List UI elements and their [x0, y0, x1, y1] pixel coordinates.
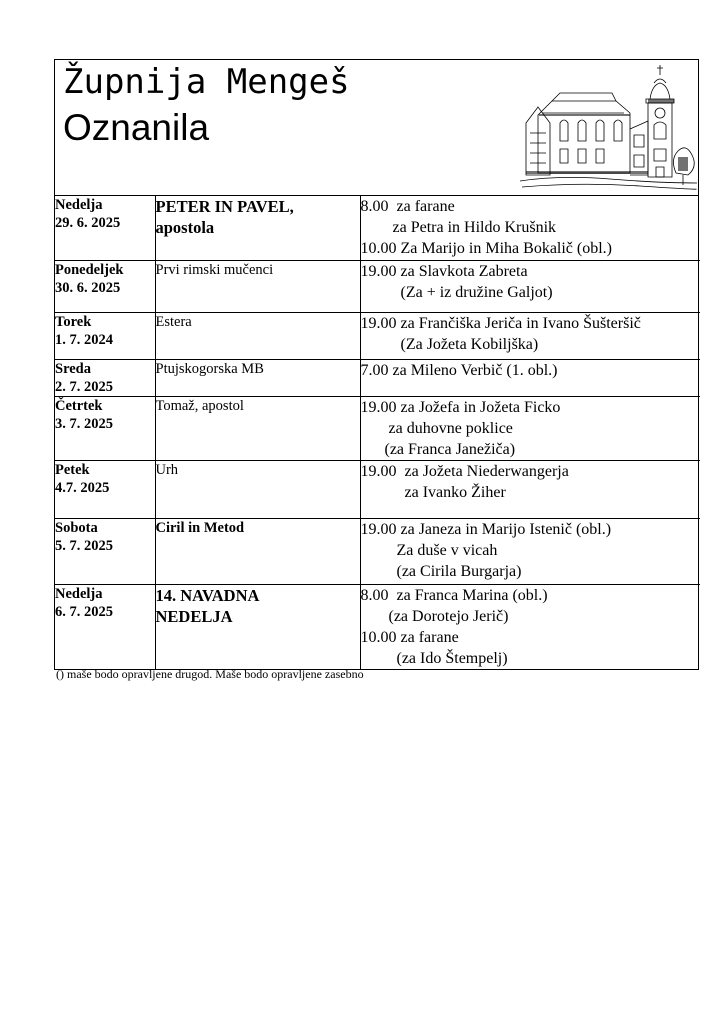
feast-line: Prvi rimski mučenci	[155, 261, 274, 278]
day-name: Sobota	[55, 519, 98, 536]
day-name: Nedelja	[55, 585, 103, 602]
day-cell	[55, 260, 155, 312]
header	[55, 60, 698, 196]
schedule-row	[55, 584, 700, 669]
parish-title: Župnija Mengeš	[63, 62, 350, 102]
mass-intentions-cell	[360, 196, 700, 260]
mass-intention: 8.00 za farane	[360, 198, 455, 215]
mass-intention: 19.00 za Slavkota Zabreta	[360, 262, 528, 280]
church-illustration	[520, 63, 697, 191]
mass-intention: za Ivanko Žiher	[360, 483, 506, 501]
schedule-row	[55, 359, 700, 396]
feast-line: Estera	[155, 313, 192, 330]
mass-intention: (za Franca Janežiča)	[360, 440, 516, 458]
day-date: 30. 6. 2025	[55, 279, 121, 296]
day-date: 3. 7. 2025	[55, 415, 113, 432]
mass-intention: (Za Jožeta Kobiljška)	[360, 335, 539, 353]
mass-intentions-cell	[360, 312, 700, 359]
schedule-row	[55, 196, 700, 260]
day-name: Ponedeljek	[55, 261, 124, 278]
mass-intention: 8.00 za Franca Marina (obl.)	[360, 586, 548, 604]
feast-line: PETER IN PAVEL,	[155, 197, 294, 216]
day-cell	[55, 584, 155, 669]
mass-intention: za duhovne poklice	[360, 419, 513, 437]
mass-intention: 19.00 za Jožeta Niederwangerja	[360, 462, 569, 480]
feast-line: Urh	[155, 461, 179, 478]
day-name: Petek	[55, 461, 90, 478]
mass-intentions-cell	[360, 584, 700, 669]
mass-intention: 10.00 za farane	[360, 628, 459, 646]
day-date: 5. 7. 2025	[55, 537, 113, 554]
mass-intention: za Petra in Hildo Krušnik	[360, 219, 557, 236]
mass-intention: 19.00 za Frančiška Jeriča in Ivano Šušteršič	[360, 314, 641, 332]
mass-intentions-cell	[360, 359, 700, 396]
feast-cell	[155, 584, 360, 669]
mass-intention: (za Cirila Burgarja)	[360, 562, 522, 580]
mass-intention: (za Ido Štempelj)	[360, 649, 508, 667]
day-cell	[55, 396, 155, 460]
day-name: Četrtek	[55, 397, 103, 414]
feast-line: Ptujskogorska MB	[155, 360, 264, 377]
day-date: 29. 6. 2025	[55, 215, 121, 231]
day-cell	[55, 460, 155, 518]
mass-intentions-cell	[360, 260, 700, 312]
feast-line: Ciril in Metod	[155, 519, 245, 536]
day-cell	[55, 196, 155, 260]
feast-line: NEDELJA	[155, 606, 233, 626]
mass-intention: (Za + iz družine Galjot)	[360, 283, 553, 301]
feast-line: 14. NAVADNA	[155, 585, 260, 605]
day-cell	[55, 359, 155, 396]
feast-line: apostola	[155, 218, 215, 237]
day-date: 6. 7. 2025	[55, 603, 113, 620]
feast-cell	[155, 260, 360, 312]
schedule-row	[55, 460, 700, 518]
schedule-row	[55, 260, 700, 312]
announcement-sheet	[54, 59, 699, 670]
footnote: () maše bodo opravljene drugod. Maše bodo opravljene zasebno	[56, 667, 364, 681]
day-date: 4.7. 2025	[55, 479, 110, 496]
feast-cell	[155, 396, 360, 460]
mass-intentions-cell	[360, 518, 700, 584]
day-name: Sreda	[55, 360, 91, 377]
schedule-table	[55, 196, 700, 669]
mass-intention: 19.00 za Janeza in Marijo Istenič (obl.)	[360, 520, 612, 538]
schedule-row	[55, 518, 700, 584]
mass-intentions-cell	[360, 460, 700, 518]
day-cell	[55, 518, 155, 584]
document-title: Oznanila	[63, 107, 210, 148]
feast-cell	[155, 312, 360, 359]
schedule-row	[55, 396, 700, 460]
feast-cell	[155, 196, 360, 260]
mass-intention: 10.00 Za Marijo in Miha Bokalič (obl.)	[360, 240, 613, 257]
feast-cell	[155, 518, 360, 584]
mass-intention: Za duše v vicah	[360, 541, 498, 559]
feast-cell	[155, 359, 360, 396]
day-name: Torek	[55, 313, 92, 330]
schedule-row	[55, 312, 700, 359]
day-cell	[55, 312, 155, 359]
feast-line: Tomaž, apostol	[155, 397, 244, 414]
day-name: Nedelja	[55, 197, 103, 213]
mass-intentions-cell	[360, 396, 700, 460]
mass-intention: 19.00 za Jožefa in Jožeta Ficko	[360, 398, 561, 416]
mass-intention: 7.00 za Mileno Verbič (1. obl.)	[360, 361, 558, 379]
day-date: 1. 7. 2024	[55, 331, 113, 348]
feast-cell	[155, 460, 360, 518]
day-date: 2. 7. 2025	[55, 378, 113, 395]
mass-intention: (za Dorotejo Jerič)	[360, 607, 509, 625]
